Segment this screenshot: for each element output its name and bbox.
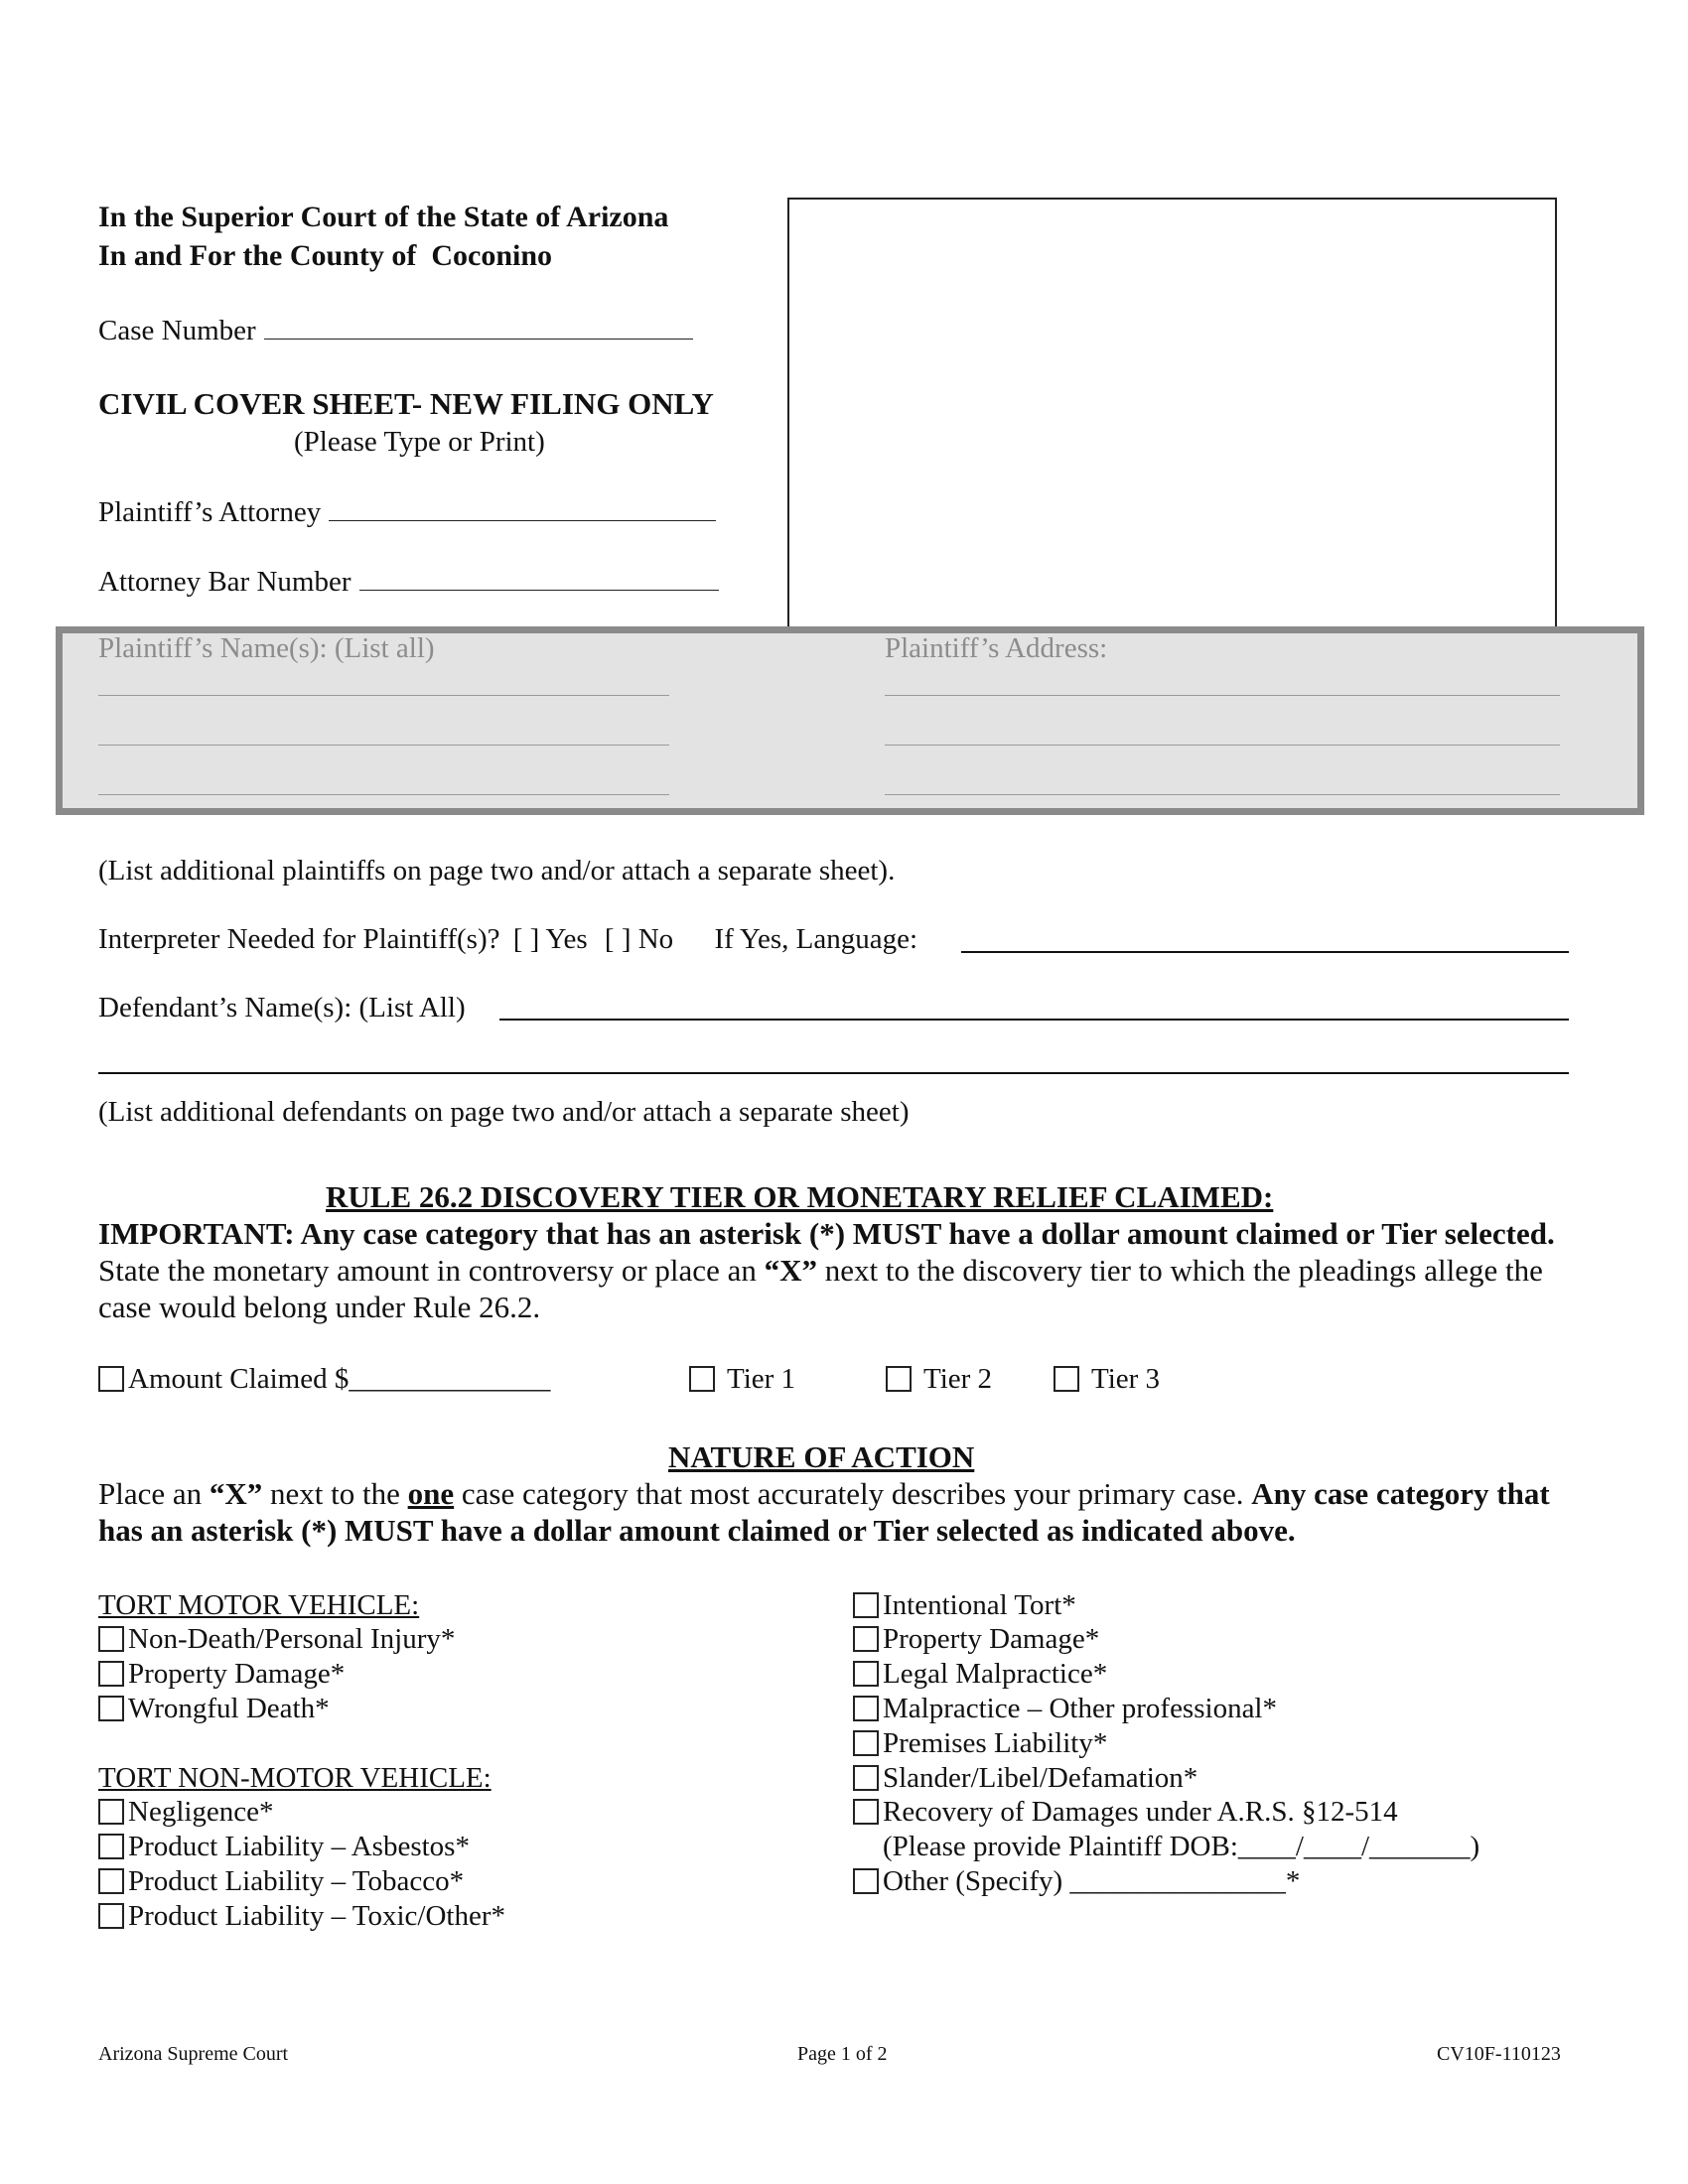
language-field[interactable] — [961, 951, 1569, 953]
category-checkbox[interactable] — [98, 1799, 124, 1825]
bar-number-row — [98, 566, 719, 599]
plaintiff-names-label: Plaintiff’s Name(s): (List all) — [98, 632, 435, 664]
case-number-label: Case Number — [98, 315, 256, 346]
rule-text-b: next to the discovery tier to which the pleadings allege the case would belong under Rule 26.2. — [98, 1253, 1543, 1324]
category-label: Product Liability – Toxic/Other* — [128, 1900, 506, 1932]
dob-note[interactable]: (Please provide Plaintiff DOB:____/____/_______) — [883, 1831, 1480, 1862]
category-label: Product Liability – Tobacco* — [128, 1865, 465, 1897]
defendants-field-line-1[interactable] — [499, 1019, 1569, 1021]
tier3-label: Tier 3 — [1091, 1363, 1161, 1395]
form-subtitle: (Please Type or Print) — [294, 426, 545, 458]
category-item — [98, 1864, 464, 1899]
nature-text-c: case category that most accurately describes your primary case. — [454, 1476, 1252, 1511]
tier1-label: Tier 1 — [727, 1363, 796, 1395]
category-item — [853, 1622, 1099, 1657]
tort-non-motor-heading: TORT NON-MOTOR VEHICLE: — [98, 1762, 492, 1794]
rule-instructions — [98, 1215, 1588, 1325]
category-item — [853, 1657, 1107, 1692]
case-number-row — [98, 315, 693, 347]
category-label: Recovery of Damages under A.R.S. §12-514 — [883, 1796, 1398, 1828]
category-checkbox[interactable] — [98, 1626, 124, 1652]
defendants-field-line-2[interactable] — [98, 1072, 1569, 1074]
category-checkbox[interactable] — [853, 1696, 879, 1721]
nature-text-b: next to the — [262, 1476, 408, 1511]
category-label: Product Liability – Asbestos* — [128, 1831, 470, 1862]
plaintiff-address-line-2[interactable] — [885, 745, 1560, 746]
tier2-row — [886, 1362, 992, 1397]
category-item — [853, 1726, 1107, 1761]
interpreter-label: Interpreter Needed for Plaintiff(s)? — [98, 923, 500, 955]
category-item-other — [853, 1864, 1300, 1899]
other-specify-label: Other (Specify) _______________* — [883, 1865, 1301, 1897]
category-label: Legal Malpractice* — [883, 1658, 1108, 1690]
amount-claimed-label: Amount Claimed $______________ — [128, 1363, 551, 1395]
defendants-label: Defendant’s Name(s): (List All) — [98, 992, 466, 1024]
county-prefix: In and For the County of — [98, 239, 417, 272]
case-number-field[interactable] — [264, 338, 693, 340]
bar-number-field[interactable] — [359, 589, 719, 591]
attorney-row — [98, 496, 716, 529]
bar-number-label: Attorney Bar Number — [98, 566, 352, 598]
category-label: Intentional Tort* — [883, 1589, 1076, 1621]
tier2-checkbox[interactable] — [886, 1366, 912, 1392]
nature-instructions — [98, 1475, 1588, 1549]
plaintiff-name-line-1[interactable] — [98, 695, 669, 696]
page-number: Page 1 of 2 — [797, 2043, 888, 2065]
nature-important-text: Any case category that has an asterisk (*) MUST have a dollar amount claimed or Tier selected as indicated above. — [98, 1476, 1550, 1548]
category-item — [98, 1899, 505, 1934]
rule-important-text: IMPORTANT: Any case category that has an asterisk (*) MUST have a dollar amount claimed or Tier selected. — [98, 1216, 1555, 1251]
interpreter-yes-option[interactable]: [ ] Yes — [512, 923, 588, 955]
rule-text-a: State the monetary amount in controversy or place an — [98, 1253, 765, 1288]
nature-one: one — [407, 1476, 455, 1511]
court-name-line1: In the Superior Court of the State of Arizona — [98, 201, 669, 233]
category-item — [853, 1761, 1197, 1796]
plaintiff-address-label: Plaintiff’s Address: — [885, 632, 1108, 664]
category-checkbox[interactable] — [98, 1661, 124, 1687]
category-checkbox[interactable] — [853, 1661, 879, 1687]
category-item — [98, 1830, 470, 1864]
category-checkbox[interactable] — [98, 1868, 124, 1894]
nature-heading: NATURE OF ACTION — [668, 1439, 975, 1474]
category-label: Slander/Libel/Defamation* — [883, 1762, 1198, 1794]
tier2-label: Tier 2 — [923, 1363, 993, 1395]
additional-defendants-note: (List additional defendants on page two and/or attach a separate sheet) — [98, 1096, 910, 1128]
category-checkbox[interactable] — [98, 1903, 124, 1929]
amount-claimed-row — [98, 1362, 550, 1397]
category-item — [853, 1692, 1277, 1726]
language-label: If Yes, Language: — [714, 923, 918, 955]
rule-heading: RULE 26.2 DISCOVERY TIER OR MONETARY RELIEF CLAIMED: — [326, 1179, 1274, 1214]
category-item — [853, 1588, 1076, 1623]
interpreter-row — [98, 923, 917, 956]
category-label: Premises Liability* — [883, 1727, 1108, 1759]
category-item — [98, 1795, 274, 1830]
tier1-row — [689, 1362, 795, 1397]
form-number: CV10F-110123 — [1437, 2043, 1561, 2065]
category-item — [98, 1657, 345, 1692]
amount-claimed-checkbox[interactable] — [98, 1366, 124, 1392]
category-label: Negligence* — [128, 1796, 274, 1828]
category-item — [853, 1795, 1398, 1830]
category-checkbox[interactable] — [853, 1592, 879, 1618]
footer-left: Arizona Supreme Court — [98, 2043, 289, 2065]
nature-x-mark: “X” — [209, 1476, 263, 1511]
additional-plaintiffs-note: (List additional plaintiffs on page two and/or attach a separate sheet). — [98, 855, 896, 887]
category-label: Non-Death/Personal Injury* — [128, 1623, 456, 1655]
plaintiff-name-line-3[interactable] — [98, 794, 669, 795]
plaintiff-address-line-3[interactable] — [885, 794, 1560, 795]
category-label: Property Damage* — [883, 1623, 1100, 1655]
clerk-stamp-box — [787, 198, 1557, 630]
plaintiff-address-line-1[interactable] — [885, 695, 1560, 696]
tier1-checkbox[interactable] — [689, 1366, 715, 1392]
nature-text-a: Place an — [98, 1476, 210, 1511]
category-checkbox[interactable] — [98, 1696, 124, 1721]
court-name-line2 — [98, 239, 552, 273]
category-item — [98, 1692, 330, 1726]
county-name: Coconino — [431, 239, 553, 272]
category-item — [98, 1622, 455, 1657]
category-checkbox[interactable] — [853, 1799, 879, 1825]
form-title: CIVIL COVER SHEET- NEW FILING ONLY — [98, 386, 714, 421]
category-checkbox[interactable] — [853, 1626, 879, 1652]
category-label: Wrongful Death* — [128, 1693, 330, 1724]
rule-x-mark: “X” — [764, 1253, 817, 1288]
category-checkbox[interactable] — [853, 1730, 879, 1756]
tier3-row — [1054, 1362, 1160, 1397]
attorney-field[interactable] — [329, 519, 716, 521]
category-label: Malpractice – Other professional* — [883, 1693, 1277, 1724]
category-label: Property Damage* — [128, 1658, 346, 1690]
attorney-label: Plaintiff’s Attorney — [98, 496, 322, 528]
category-checkbox[interactable] — [853, 1765, 879, 1791]
interpreter-no-option[interactable]: [ ] No — [604, 923, 674, 955]
category-checkbox[interactable] — [98, 1834, 124, 1859]
tort-motor-heading: TORT MOTOR VEHICLE: — [98, 1589, 420, 1621]
plaintiff-name-line-2[interactable] — [98, 745, 669, 746]
tier3-checkbox[interactable] — [1054, 1366, 1079, 1392]
category-checkbox[interactable] — [853, 1868, 879, 1894]
